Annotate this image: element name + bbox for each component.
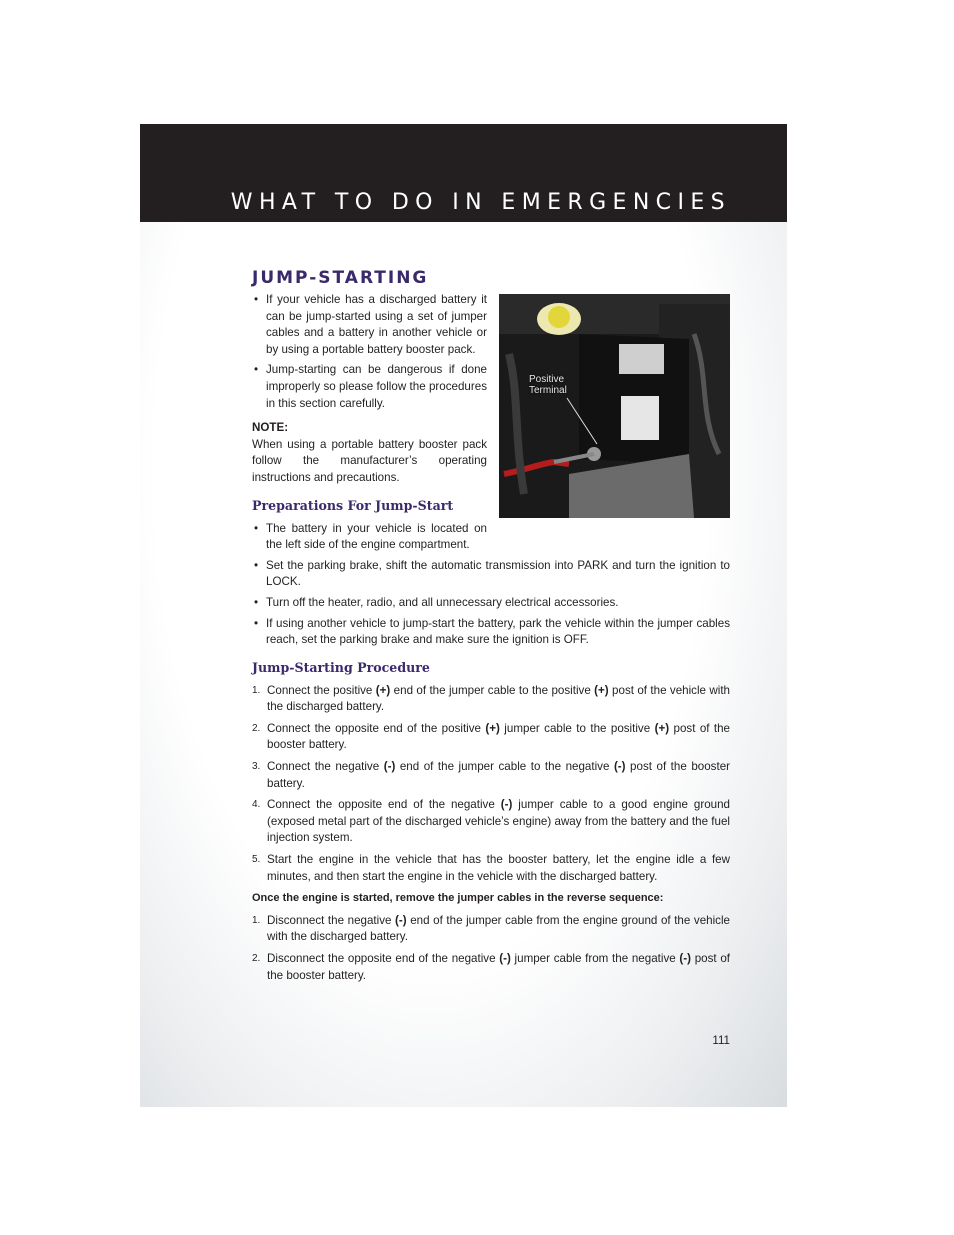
list-item: • Jump-starting can be dangerous if done improperly so please follow the procedures in this section carefully. <box>252 362 730 412</box>
note-label: NOTE: <box>252 421 289 435</box>
caption-line-2: Terminal <box>529 385 567 396</box>
list-item: • Set the parking brake, shift the automatic transmission into PARK and turn the ignition to LOCK. <box>252 558 730 591</box>
procedure-heading: Jump-Starting Procedure <box>252 659 430 675</box>
reverse-steps <box>252 913 730 984</box>
list-item: • If using another vehicle to jump-start the battery, park the vehicle within the jumper cables reach, set the parking brake and make sure the ignition is OFF. <box>252 616 730 649</box>
list-item: 3. Connect the negative (-) end of the jumper cable to the negative (-) post of the booster battery. <box>252 760 730 790</box>
list-item: 2. Disconnect the opposite end of the negative (-) jumper cable from the negative (-) post of the booster battery. <box>252 952 731 982</box>
preparations-list <box>252 521 730 649</box>
page-content <box>252 264 730 989</box>
caption-line-1: Positive <box>529 374 565 385</box>
preparations-heading: Preparations For Jump-Start <box>252 497 454 513</box>
list-item: 1. Connect the positive (+) end of the jumper cable to the positive (+) post of the vehicle with the discharged battery. <box>252 683 730 714</box>
manual-page <box>140 124 787 1107</box>
list-item: 2. Connect the opposite end of the positive (+) jumper cable to the positive (+) post of the booster battery. <box>252 721 731 752</box>
list-item: • The battery in your vehicle is located on the left side of the engine compartment. <box>252 521 730 554</box>
list-item: 1. Disconnect the negative (-) end of the jumper cable from the engine ground of the vehicle with the discharged battery. <box>252 913 730 944</box>
intro-list <box>252 292 730 412</box>
procedure-steps <box>252 683 730 886</box>
list-item: • Turn off the heater, radio, and all unnecessary electrical accessories. <box>252 595 730 612</box>
reverse-heading: Once the engine is started, remove the jumper cables in the reverse sequence: <box>252 892 664 905</box>
header-banner <box>140 124 787 222</box>
list-item: 5. Start the engine in the vehicle that has the booster battery, let the engine idle a few minutes, and then start the engine in the vehicle with the discharged battery. <box>252 853 730 883</box>
page-number: 111 <box>712 1034 730 1047</box>
list-item: 4. Connect the opposite end of the negative (-) jumper cable to a good engine ground (exposed metal part of the discharged vehicle’s engine) away from the battery and the fuel injection system. <box>252 798 730 845</box>
note-text: When using a portable battery booster pack follow the manufacturer’s operating instructions and precautions. <box>252 437 487 484</box>
section-title: JUMP-STARTING <box>252 268 429 288</box>
chapter-title: WHAT TO DO IN EMERGENCIES <box>230 190 731 215</box>
list-item: • If your vehicle has a discharged battery it can be jump-started using a set of jumper cables and a battery in another vehicle or by using a portable battery booster pack. <box>252 292 730 358</box>
